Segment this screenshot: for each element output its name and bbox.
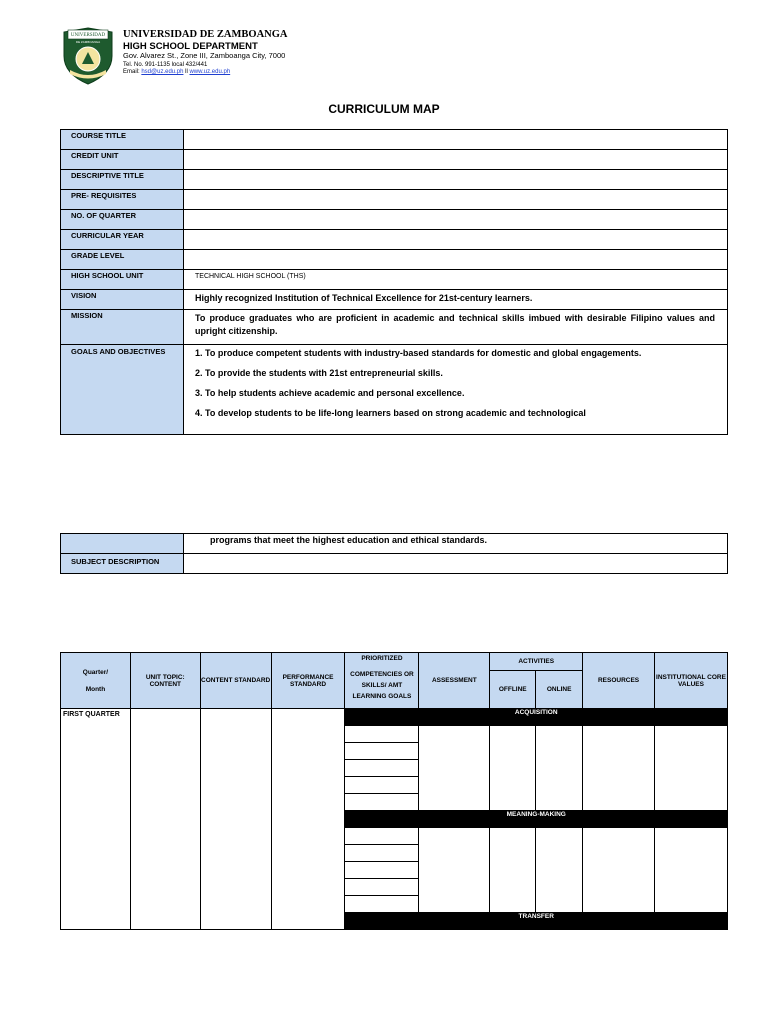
goal-item: 2. To provide the students with 21st entrepreneurial skills. [195, 368, 443, 378]
resources-cell[interactable] [583, 726, 655, 811]
course-title-label: COURSE TITLE [61, 130, 184, 150]
competency-cell[interactable] [345, 879, 419, 896]
assessment-cell[interactable] [419, 726, 490, 811]
competency-cell[interactable] [345, 794, 419, 811]
svg-text:DE ZAMBOANGA: DE ZAMBOANGA [75, 40, 101, 44]
department-name: HIGH SCHOOL DEPARTMENT [123, 41, 258, 52]
no-of-quarter-label: NO. OF QUARTER [61, 210, 184, 230]
competency-cell[interactable] [345, 726, 419, 743]
subject-description-label: SUBJECT DESCRIPTION [61, 554, 184, 574]
pre-requisites-field[interactable] [184, 190, 728, 210]
goals-label: GOALS AND OBJECTIVES [61, 345, 184, 435]
unit-topic-cell[interactable] [130, 709, 200, 930]
assessment-cell[interactable] [419, 828, 490, 913]
grade-level-field[interactable] [184, 250, 728, 270]
competencies-header: PRIORITIZED COMPETENCIES OR SKILLS/ AMT LEARNING GOALS [345, 653, 419, 709]
online-header: ONLINE [536, 671, 583, 709]
online-cell[interactable] [536, 726, 583, 811]
goal-continued: programs that meet the highest education and ethical standards. [184, 534, 728, 554]
goal-item: 3. To help students achieve academic and personal excellence. [195, 388, 465, 398]
quarter-month-header: Quarter/ Month [61, 653, 131, 709]
competency-cell[interactable] [345, 896, 419, 913]
curricular-year-field[interactable] [184, 230, 728, 250]
vision-value: Highly recognized Institution of Technical Excellence for 21st-century learners. [184, 290, 728, 310]
mission-label: MISSION [61, 310, 184, 345]
high-school-unit-value: TECHNICAL HIGH SCHOOL (THS) [184, 270, 728, 290]
offline-cell[interactable] [490, 726, 536, 811]
mission-value: To produce graduates who are proficient in academic and technical skills imbued with desirable Filipino values and upright citizenship. [184, 310, 728, 345]
activities-header: ACTIVITIES [490, 653, 583, 671]
descriptive-title-field[interactable] [184, 170, 728, 190]
credit-unit-field[interactable] [184, 150, 728, 170]
transfer-band: TRANSFER [345, 913, 728, 930]
email-link[interactable]: hsd@uz.edu.ph [141, 69, 184, 75]
core-values-cell[interactable] [654, 726, 727, 811]
core-values-cell[interactable] [654, 828, 727, 913]
address-line: Gov. Alvarez St., Zone III, Zamboanga City, 7000 [123, 51, 286, 60]
university-name: UNIVERSIDAD DE ZAMBOANGA [123, 29, 288, 40]
pre-requisites-label: PRE- REQUISITES [61, 190, 184, 210]
course-info-table-continued [60, 533, 728, 574]
curriculum-map-table [60, 652, 728, 930]
goals-list [184, 345, 728, 435]
no-of-quarter-field[interactable] [184, 210, 728, 230]
performance-standard-header: PERFORMANCE STANDARD [271, 653, 345, 709]
document-title: CURRICULUM MAP [328, 102, 440, 116]
website-link[interactable]: www.uz.edu.ph [189, 69, 231, 75]
course-title-field[interactable] [184, 130, 728, 150]
competency-cell[interactable] [345, 845, 419, 862]
credit-unit-label: CREDIT UNIT [61, 150, 184, 170]
online-cell[interactable] [536, 828, 583, 913]
email-line: Email: hsd@uz.edu.ph ll www.uz.edu.ph [123, 69, 231, 75]
competency-cell[interactable] [345, 777, 419, 794]
offline-header: OFFLINE [490, 671, 536, 709]
competency-cell[interactable] [345, 760, 419, 777]
goal-item: 1. To produce competent students with industry-based standards for domestic and global engagements. [195, 348, 642, 358]
assessment-header: ASSESSMENT [419, 653, 490, 709]
competency-cell[interactable] [345, 743, 419, 760]
grade-level-label: GRADE LEVEL [61, 250, 184, 270]
core-values-header: INSTITUTIONAL CORE VALUES [654, 653, 727, 709]
first-quarter-cell: FIRST QUARTER [61, 709, 131, 930]
resources-header: RESOURCES [583, 653, 655, 709]
curricular-year-label: CURRICULAR YEAR [61, 230, 184, 250]
competency-cell[interactable] [345, 862, 419, 879]
content-standard-header: CONTENT STANDARD [200, 653, 271, 709]
meaning-making-band: MEANING-MAKING [345, 811, 728, 828]
telephone-line: Tel. No. 991-1135 local 432/441 [123, 62, 208, 68]
unit-topic-header: UNIT TOPIC: CONTENT [130, 653, 200, 709]
resources-cell[interactable] [583, 828, 655, 913]
course-info-table [60, 129, 728, 435]
goal-item: 4. To develop students to be life-long learners based on strong academic and technological [195, 408, 586, 418]
vision-label: VISION [61, 290, 184, 310]
performance-standard-cell[interactable] [271, 709, 345, 930]
content-standard-cell[interactable] [200, 709, 271, 930]
offline-cell[interactable] [490, 828, 536, 913]
acquisition-band: ACQUISITION [345, 709, 728, 726]
descriptive-title-label: DESCRIPTIVE TITLE [61, 170, 184, 190]
subject-description-field[interactable] [184, 554, 728, 574]
university-seal-logo [60, 26, 116, 86]
competency-cell[interactable] [345, 828, 419, 845]
svg-text:UNIVERSIDAD: UNIVERSIDAD [70, 33, 106, 38]
high-school-unit-label: HIGH SCHOOL UNIT [61, 270, 184, 290]
